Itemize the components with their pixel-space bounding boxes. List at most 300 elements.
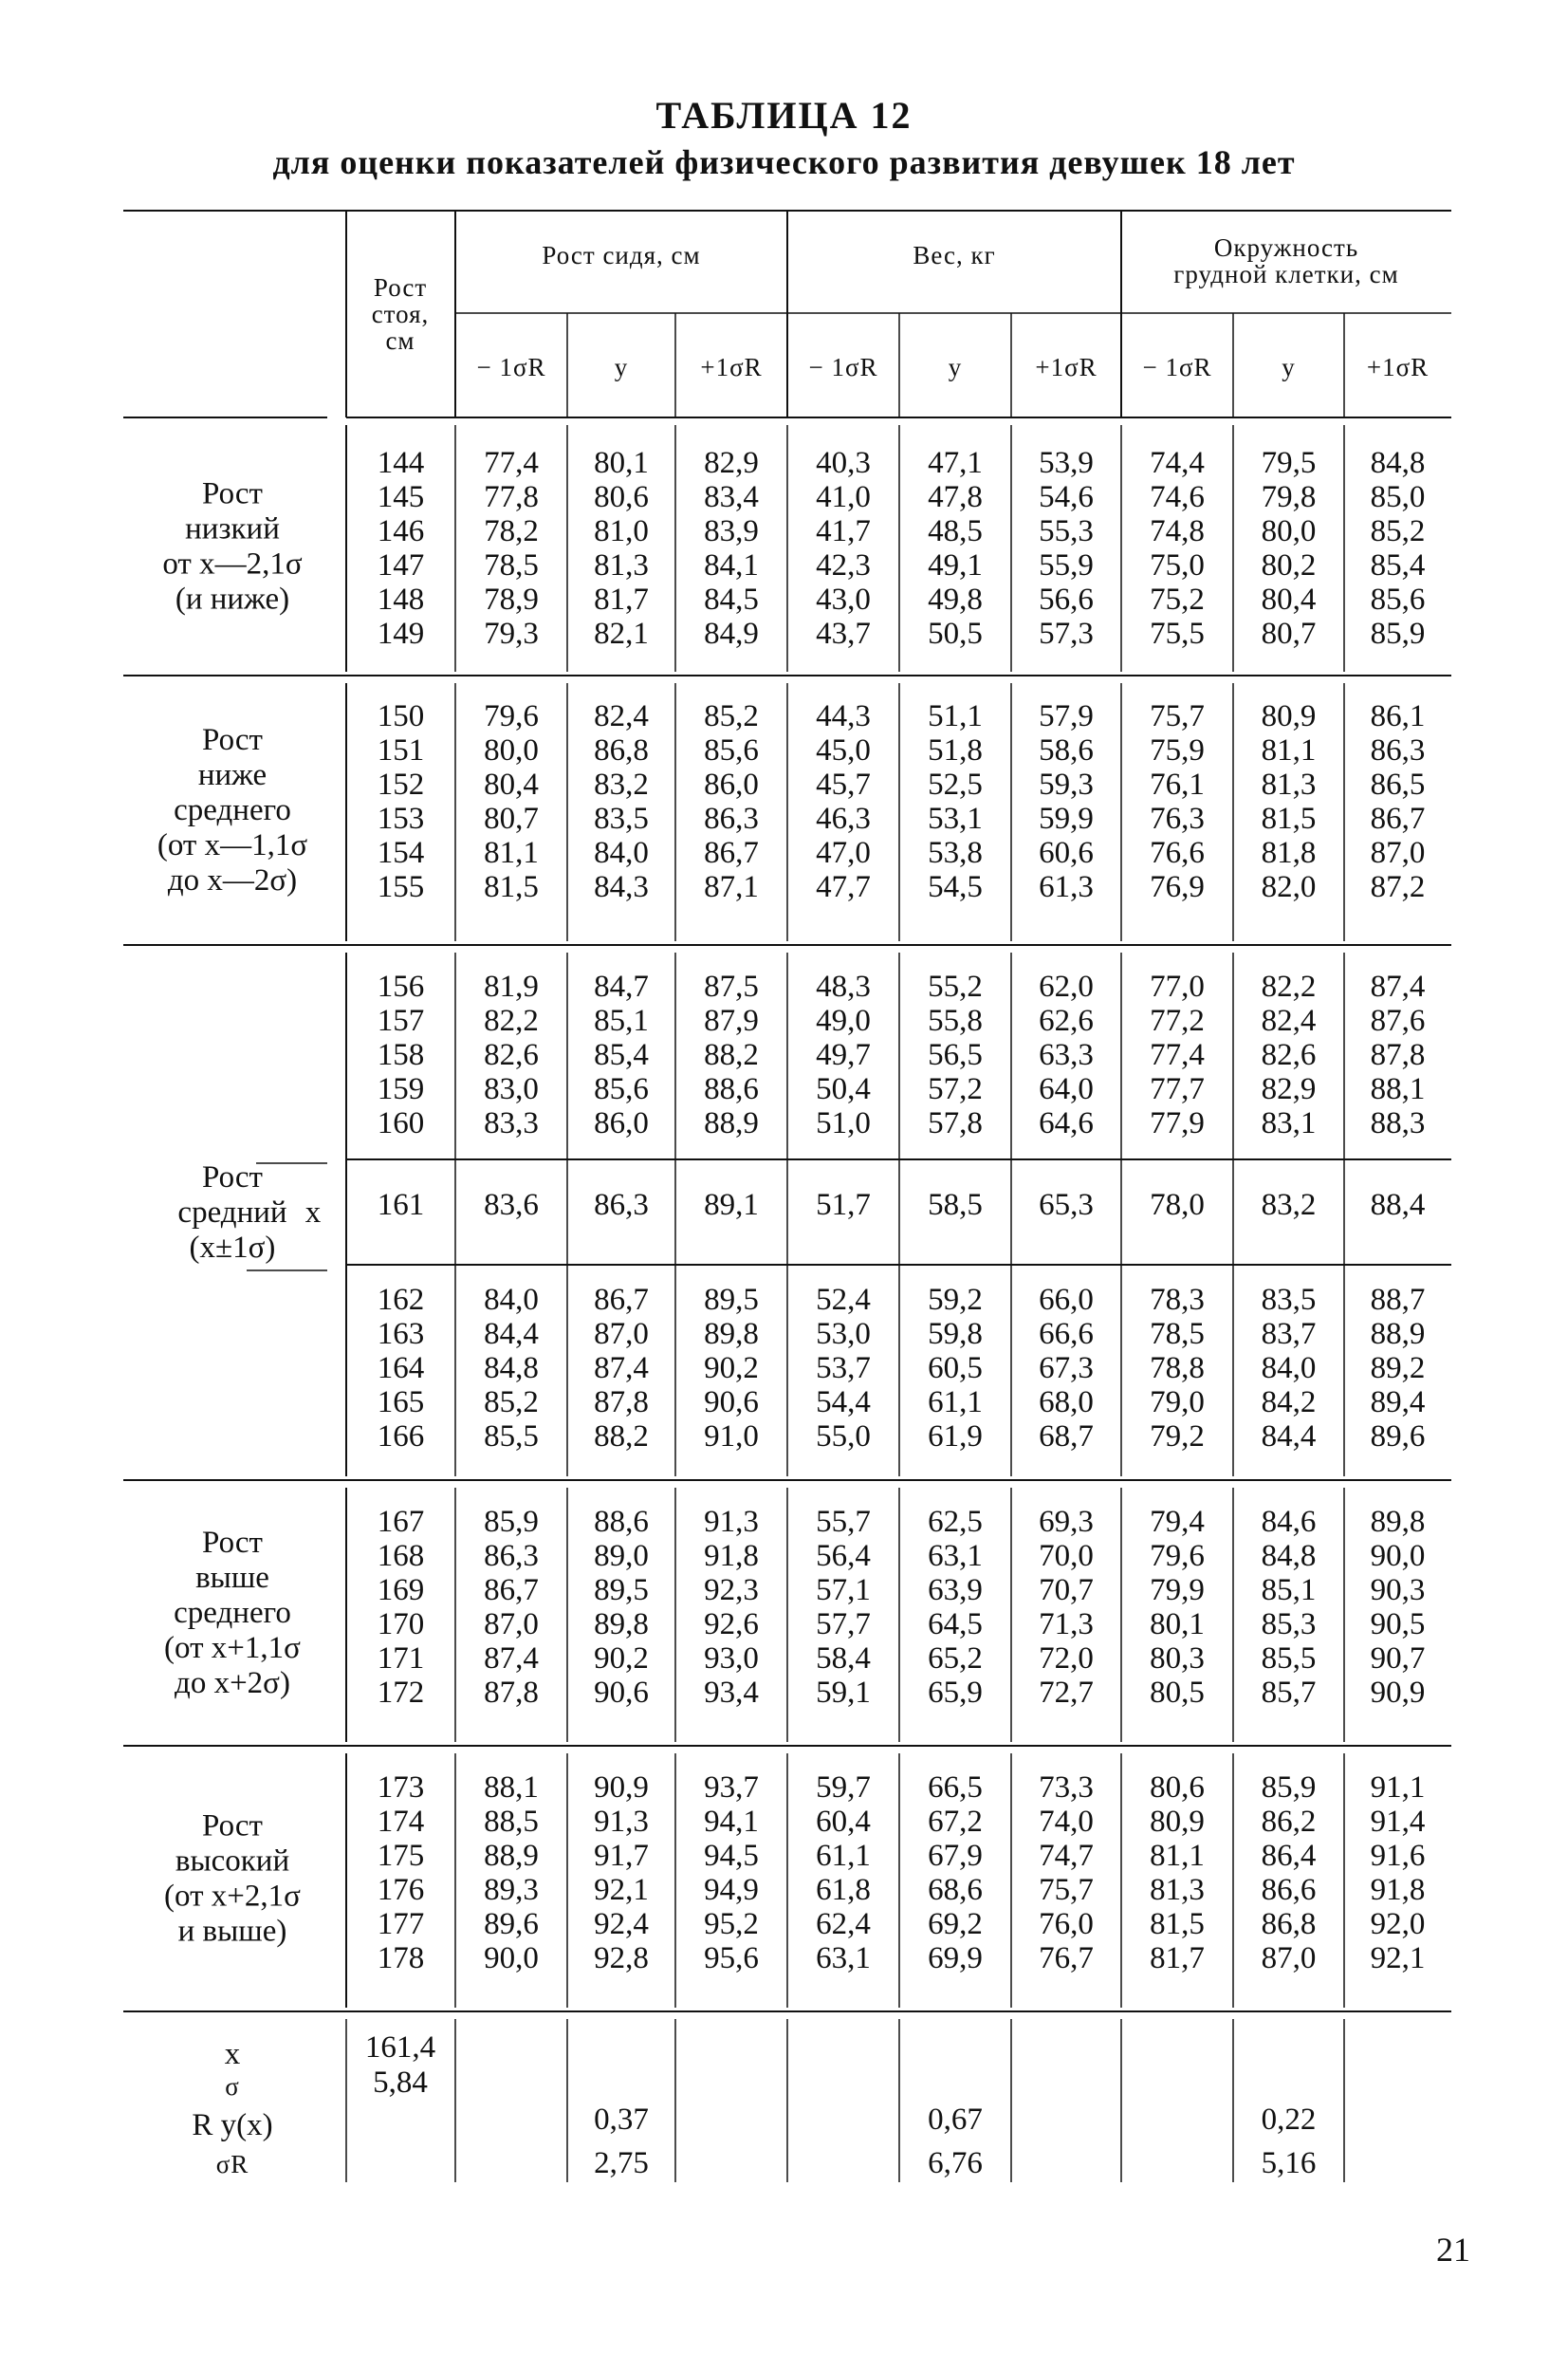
measure-value: 92,6	[704, 1607, 759, 1641]
measure-value: 48,3	[816, 970, 871, 1004]
measure-value: 90,7	[1370, 1641, 1426, 1676]
height-value: 178	[377, 1941, 425, 1975]
group-label-4: Рост	[202, 1808, 263, 1843]
measure-value: 54,6	[1039, 480, 1094, 514]
height-value: 149	[377, 617, 425, 651]
measure-value: 83,5	[1261, 1283, 1317, 1317]
group-label-3: Рост	[202, 1526, 263, 1560]
measure-value: 72,0	[1039, 1641, 1094, 1676]
measure-value: 67,9	[928, 1839, 983, 1873]
measure-value: 91,1	[1370, 1770, 1426, 1805]
measure-value: 89,6	[1370, 1419, 1426, 1454]
header-sub-6: − 1σR	[1142, 353, 1212, 381]
measure-value: 89,8	[594, 1607, 649, 1641]
measure-value: 57,3	[1039, 617, 1094, 651]
measure-value: 88,7	[1370, 1283, 1426, 1317]
measure-value: 80,6	[1150, 1770, 1205, 1805]
measure-value: 41,7	[816, 514, 871, 548]
measure-value: 74,0	[1039, 1805, 1094, 1839]
measure-value: 80,1	[594, 446, 649, 480]
measure-value: 74,7	[1039, 1839, 1094, 1873]
measure-value: 61,1	[928, 1385, 983, 1419]
height-value: 163	[377, 1317, 425, 1351]
measure-value: 74,4	[1150, 446, 1205, 480]
measure-value: 79,9	[1150, 1573, 1205, 1607]
measure-value: 76,7	[1039, 1941, 1094, 1975]
measure-value: 86,3	[1370, 733, 1426, 768]
stats-label-sigma: σ	[225, 2072, 240, 2101]
measure-value: 76,6	[1150, 836, 1205, 870]
measure-value: 91,3	[594, 1805, 649, 1839]
group-label-4: и выше)	[177, 1914, 287, 1949]
measure-value: 80,6	[594, 480, 649, 514]
measure-value: 84,8	[1261, 1539, 1317, 1573]
measure-value: 83,4	[704, 480, 759, 514]
measure-value: 83,0	[484, 1072, 539, 1106]
header-chest: Окружность	[1213, 233, 1359, 262]
measure-value: 91,6	[1370, 1839, 1426, 1873]
stats-label-sigma-r: σR	[215, 2150, 249, 2178]
measure-value: 83,7	[1261, 1317, 1317, 1351]
measure-value: 86,3	[704, 802, 759, 836]
measure-value: 89,6	[484, 1907, 539, 1941]
measure-value: 76,9	[1150, 870, 1205, 904]
measure-value: 87,4	[594, 1351, 649, 1385]
stats-r-value: 0,67	[928, 2103, 983, 2137]
measure-value: 85,4	[1370, 548, 1426, 583]
stats-sigma-r-value: 5,16	[1261, 2146, 1317, 2180]
measure-value: 57,9	[1039, 699, 1094, 733]
measure-value: 80,2	[1261, 548, 1317, 583]
measure-value: 87,0	[1370, 836, 1426, 870]
measure-value: 95,6	[704, 1941, 759, 1975]
measure-value: 49,1	[928, 548, 983, 583]
group-label-side-2: x	[304, 1195, 322, 1230]
measure-value: 85,2	[484, 1385, 539, 1419]
measure-value: 83,3	[484, 1106, 539, 1140]
measure-value: 64,6	[1039, 1106, 1094, 1140]
measure-value: 87,5	[704, 970, 759, 1004]
measure-value: 82,1	[594, 617, 649, 651]
measure-value: 90,6	[704, 1385, 759, 1419]
measure-value: 91,3	[704, 1505, 759, 1539]
height-value: 175	[377, 1839, 425, 1873]
measure-value: 88,9	[484, 1839, 539, 1873]
measure-value: 89,5	[704, 1283, 759, 1317]
measure-value: 57,1	[816, 1573, 871, 1607]
measure-value: 77,2	[1150, 1004, 1205, 1038]
measure-value: 86,7	[1370, 802, 1426, 836]
group-label-2: Рост	[202, 1160, 263, 1195]
measure-value: 89,0	[594, 1539, 649, 1573]
header-sub-8: +1σR	[1366, 353, 1430, 381]
measure-value: 70,7	[1039, 1573, 1094, 1607]
measure-value: 89,8	[704, 1317, 759, 1351]
measure-value: 75,0	[1150, 548, 1205, 583]
stats-mean: 161,4	[364, 2030, 436, 2065]
measure-value: 55,3	[1039, 514, 1094, 548]
measure-value: 83,2	[1261, 1188, 1317, 1222]
measure-value: 69,3	[1039, 1505, 1094, 1539]
measure-value: 47,1	[928, 446, 983, 480]
measure-value: 79,5	[1261, 446, 1317, 480]
measure-value: 59,3	[1039, 768, 1094, 802]
measure-value: 90,0	[1370, 1539, 1426, 1573]
measure-value: 42,3	[816, 548, 871, 583]
measure-value: 52,5	[928, 768, 983, 802]
measure-value: 92,3	[704, 1573, 759, 1607]
header-sub-5: +1σR	[1035, 353, 1098, 381]
measure-value: 85,9	[1370, 617, 1426, 651]
measure-value: 43,7	[816, 617, 871, 651]
group-label-2: (x±1σ)	[189, 1231, 276, 1265]
measure-value: 89,3	[484, 1873, 539, 1907]
measure-value: 59,7	[816, 1770, 871, 1805]
measure-value: 66,0	[1039, 1283, 1094, 1317]
measure-value: 82,6	[484, 1038, 539, 1072]
height-value: 161	[377, 1188, 425, 1222]
measure-value: 85,3	[1261, 1607, 1317, 1641]
measure-value: 56,5	[928, 1038, 983, 1072]
header-height-standing: см	[385, 326, 415, 355]
measure-value: 79,3	[484, 617, 539, 651]
measure-value: 80,3	[1150, 1641, 1205, 1676]
measure-value: 77,4	[484, 446, 539, 480]
measure-value: 85,6	[594, 1072, 649, 1106]
measure-value: 78,5	[484, 548, 539, 583]
measure-value: 57,8	[928, 1106, 983, 1140]
measure-value: 85,1	[1261, 1573, 1317, 1607]
height-value: 167	[377, 1505, 425, 1539]
measure-value: 86,0	[594, 1106, 649, 1140]
height-value: 177	[377, 1907, 425, 1941]
group-label-0: Рост	[202, 476, 263, 511]
measure-value: 82,9	[704, 446, 759, 480]
header-sub-4: y	[948, 353, 963, 381]
measure-value: 53,0	[816, 1317, 871, 1351]
measure-value: 61,9	[928, 1419, 983, 1454]
measure-value: 51,7	[816, 1188, 871, 1222]
measure-value: 81,9	[484, 970, 539, 1004]
stats-sigma-r-value: 2,75	[594, 2146, 649, 2180]
measure-value: 55,9	[1039, 548, 1094, 583]
measure-value: 85,5	[1261, 1641, 1317, 1676]
measure-value: 91,4	[1370, 1805, 1426, 1839]
measure-value: 79,4	[1150, 1505, 1205, 1539]
measure-value: 81,5	[1261, 802, 1317, 836]
measure-value: 87,0	[1261, 1941, 1317, 1975]
measure-value: 75,7	[1039, 1873, 1094, 1907]
measure-value: 87,2	[1370, 870, 1426, 904]
measure-value: 81,0	[594, 514, 649, 548]
measure-value: 88,2	[594, 1419, 649, 1454]
measure-value: 88,5	[484, 1805, 539, 1839]
measure-value: 84,0	[1261, 1351, 1317, 1385]
measure-value: 85,0	[1370, 480, 1426, 514]
measure-value: 81,7	[1150, 1941, 1205, 1975]
measure-value: 55,8	[928, 1004, 983, 1038]
measure-value: 81,1	[484, 836, 539, 870]
measure-value: 84,8	[1370, 446, 1426, 480]
height-value: 164	[377, 1351, 425, 1385]
measure-value: 56,6	[1039, 583, 1094, 617]
measure-value: 77,0	[1150, 970, 1205, 1004]
group-label-4: (от x+2,1σ	[164, 1879, 301, 1914]
measure-value: 85,2	[704, 699, 759, 733]
measure-value: 49,7	[816, 1038, 871, 1072]
measure-value: 79,6	[484, 699, 539, 733]
measure-value: 86,8	[594, 733, 649, 768]
measure-value: 86,5	[1370, 768, 1426, 802]
measure-value: 75,7	[1150, 699, 1205, 733]
measure-value: 84,7	[594, 970, 649, 1004]
measure-value: 86,7	[704, 836, 759, 870]
group-label-4: высокий	[175, 1843, 290, 1879]
measure-value: 68,7	[1039, 1419, 1094, 1454]
stats-r-value: 0,37	[594, 2103, 649, 2137]
height-value: 148	[377, 583, 425, 617]
measure-value: 47,0	[816, 836, 871, 870]
measure-value: 64,0	[1039, 1072, 1094, 1106]
measure-value: 93,7	[704, 1770, 759, 1805]
measure-value: 80,0	[1261, 514, 1317, 548]
measure-value: 78,2	[484, 514, 539, 548]
measure-value: 88,3	[1370, 1106, 1426, 1140]
page-number: 21	[1436, 2231, 1470, 2269]
measure-value: 62,5	[928, 1505, 983, 1539]
measure-value: 62,6	[1039, 1004, 1094, 1038]
header-height-standing: стоя,	[371, 300, 430, 328]
measure-value: 65,3	[1039, 1188, 1094, 1222]
header-sub-7: y	[1282, 353, 1296, 381]
measure-value: 78,9	[484, 583, 539, 617]
measure-value: 78,8	[1150, 1351, 1205, 1385]
measure-value: 50,5	[928, 617, 983, 651]
height-value: 160	[377, 1106, 425, 1140]
measure-value: 92,1	[594, 1873, 649, 1907]
measure-value: 53,9	[1039, 446, 1094, 480]
measure-value: 80,9	[1150, 1805, 1205, 1839]
measure-value: 77,7	[1150, 1072, 1205, 1106]
height-value: 172	[377, 1676, 425, 1710]
measure-value: 94,9	[704, 1873, 759, 1907]
group-label-0: (и ниже)	[175, 582, 290, 617]
measure-value: 62,4	[816, 1907, 871, 1941]
measure-value: 66,6	[1039, 1317, 1094, 1351]
measure-value: 94,1	[704, 1805, 759, 1839]
measure-value: 94,5	[704, 1839, 759, 1873]
measure-value: 84,4	[1261, 1419, 1317, 1454]
group-label-3: до x+2σ)	[175, 1666, 290, 1700]
measure-value: 80,5	[1150, 1676, 1205, 1710]
measure-value: 84,1	[704, 548, 759, 583]
measure-value: 85,2	[1370, 514, 1426, 548]
group-label-1: среднего	[174, 793, 291, 827]
height-value: 158	[377, 1038, 425, 1072]
height-value: 168	[377, 1539, 425, 1573]
header-sub-1: y	[614, 353, 629, 381]
measure-value: 85,7	[1261, 1676, 1317, 1710]
measure-value: 61,8	[816, 1873, 871, 1907]
measure-value: 57,7	[816, 1607, 871, 1641]
measure-value: 54,4	[816, 1385, 871, 1419]
measure-value: 84,6	[1261, 1505, 1317, 1539]
measure-value: 63,1	[928, 1539, 983, 1573]
measure-value: 86,4	[1261, 1839, 1317, 1873]
measure-value: 88,9	[704, 1106, 759, 1140]
measure-value: 92,1	[1370, 1941, 1426, 1975]
measure-value: 76,0	[1039, 1907, 1094, 1941]
height-value: 165	[377, 1385, 425, 1419]
measure-value: 56,4	[816, 1539, 871, 1573]
height-value: 173	[377, 1770, 425, 1805]
measure-value: 81,7	[594, 583, 649, 617]
height-value: 155	[377, 870, 425, 904]
measure-value: 89,4	[1370, 1385, 1426, 1419]
measure-value: 81,3	[1261, 768, 1317, 802]
height-value: 170	[377, 1607, 425, 1641]
measure-value: 59,8	[928, 1317, 983, 1351]
measure-value: 90,0	[484, 1941, 539, 1975]
measure-value: 93,4	[704, 1676, 759, 1710]
group-label-3: выше	[195, 1561, 269, 1595]
measure-value: 85,9	[1261, 1770, 1317, 1805]
measure-value: 44,3	[816, 699, 871, 733]
measure-value: 68,0	[1039, 1385, 1094, 1419]
header-sub-0: − 1σR	[476, 353, 546, 381]
height-value: 152	[377, 768, 425, 802]
measure-value: 79,8	[1261, 480, 1317, 514]
measure-value: 82,4	[1261, 1004, 1317, 1038]
measure-value: 83,2	[594, 768, 649, 802]
measure-value: 65,9	[928, 1676, 983, 1710]
height-value: 157	[377, 1004, 425, 1038]
measure-value: 90,6	[594, 1676, 649, 1710]
measure-value: 59,1	[816, 1676, 871, 1710]
measure-value: 49,0	[816, 1004, 871, 1038]
measure-value: 84,9	[704, 617, 759, 651]
measure-value: 60,6	[1039, 836, 1094, 870]
measure-value: 45,7	[816, 768, 871, 802]
measure-value: 86,2	[1261, 1805, 1317, 1839]
height-value: 159	[377, 1072, 425, 1106]
measure-value: 75,5	[1150, 617, 1205, 651]
measure-value: 59,2	[928, 1283, 983, 1317]
measure-value: 58,4	[816, 1641, 871, 1676]
measure-value: 85,1	[594, 1004, 649, 1038]
measure-value: 80,7	[484, 802, 539, 836]
measure-value: 40,3	[816, 446, 871, 480]
height-value: 156	[377, 970, 425, 1004]
height-value: 174	[377, 1805, 425, 1839]
measure-value: 54,5	[928, 870, 983, 904]
measure-value: 70,0	[1039, 1539, 1094, 1573]
measure-value: 41,0	[816, 480, 871, 514]
measure-value: 81,8	[1261, 836, 1317, 870]
header-weight: Вес, кг	[913, 241, 996, 269]
measure-value: 81,3	[1150, 1873, 1205, 1907]
measure-value: 80,1	[1150, 1607, 1205, 1641]
height-value: 171	[377, 1641, 425, 1676]
measure-value: 83,6	[484, 1188, 539, 1222]
measure-value: 92,8	[594, 1941, 649, 1975]
measure-value: 87,6	[1370, 1004, 1426, 1038]
measure-value: 63,3	[1039, 1038, 1094, 1072]
group-label-1: ниже	[197, 758, 267, 792]
height-value: 151	[377, 733, 425, 768]
measure-value: 81,5	[1150, 1907, 1205, 1941]
stats-label-r: R y(x)	[192, 2108, 273, 2142]
height-value: 169	[377, 1573, 425, 1607]
measure-value: 91,8	[1370, 1873, 1426, 1907]
height-value: 154	[377, 836, 425, 870]
measure-value: 72,7	[1039, 1676, 1094, 1710]
height-value: 146	[377, 514, 425, 548]
measure-value: 90,9	[1370, 1676, 1426, 1710]
measure-value: 58,5	[928, 1188, 983, 1222]
measure-value: 50,4	[816, 1072, 871, 1106]
measure-value: 84,2	[1261, 1385, 1317, 1419]
measure-value: 76,3	[1150, 802, 1205, 836]
measure-value: 61,3	[1039, 870, 1094, 904]
measure-value: 47,8	[928, 480, 983, 514]
measure-value: 91,0	[704, 1419, 759, 1454]
measure-value: 87,4	[484, 1641, 539, 1676]
measure-value: 75,9	[1150, 733, 1205, 768]
measure-value: 62,0	[1039, 970, 1094, 1004]
page-subtitle: для оценки показателей физического развития девушек 18 лет	[272, 143, 1296, 181]
measure-value: 82,9	[1261, 1072, 1317, 1106]
measure-value: 91,7	[594, 1839, 649, 1873]
measure-value: 87,0	[594, 1317, 649, 1351]
measure-value: 88,6	[704, 1072, 759, 1106]
measure-value: 80,4	[484, 768, 539, 802]
measure-value: 77,8	[484, 480, 539, 514]
height-value: 145	[377, 480, 425, 514]
stats-sigma-r-value: 6,76	[928, 2146, 983, 2180]
measure-value: 81,3	[594, 548, 649, 583]
measure-value: 53,8	[928, 836, 983, 870]
measure-value: 87,8	[484, 1676, 539, 1710]
measure-value: 82,0	[1261, 870, 1317, 904]
measure-value: 91,8	[704, 1539, 759, 1573]
measure-value: 46,3	[816, 802, 871, 836]
page-title: ТАБЛИЦА 12	[655, 94, 913, 137]
measure-value: 88,9	[1370, 1317, 1426, 1351]
measure-value: 77,4	[1150, 1038, 1205, 1072]
measure-value: 78,5	[1150, 1317, 1205, 1351]
measure-value: 84,5	[704, 583, 759, 617]
measure-value: 84,4	[484, 1317, 539, 1351]
measure-value: 86,3	[484, 1539, 539, 1573]
group-label-3: (от x+1,1σ	[164, 1631, 301, 1665]
measure-value: 60,5	[928, 1351, 983, 1385]
measure-value: 80,4	[1261, 583, 1317, 617]
measure-value: 63,9	[928, 1573, 983, 1607]
group-label-2: средний	[177, 1195, 287, 1230]
measure-value: 66,5	[928, 1770, 983, 1805]
measure-value: 85,6	[1370, 583, 1426, 617]
measure-value: 87,9	[704, 1004, 759, 1038]
measure-value: 55,0	[816, 1419, 871, 1454]
measure-value: 85,6	[704, 733, 759, 768]
measure-value: 75,2	[1150, 583, 1205, 617]
measure-value: 49,8	[928, 583, 983, 617]
height-value: 166	[377, 1419, 425, 1454]
measure-value: 88,4	[1370, 1188, 1426, 1222]
measure-value: 86,3	[594, 1188, 649, 1222]
measure-value: 48,5	[928, 514, 983, 548]
